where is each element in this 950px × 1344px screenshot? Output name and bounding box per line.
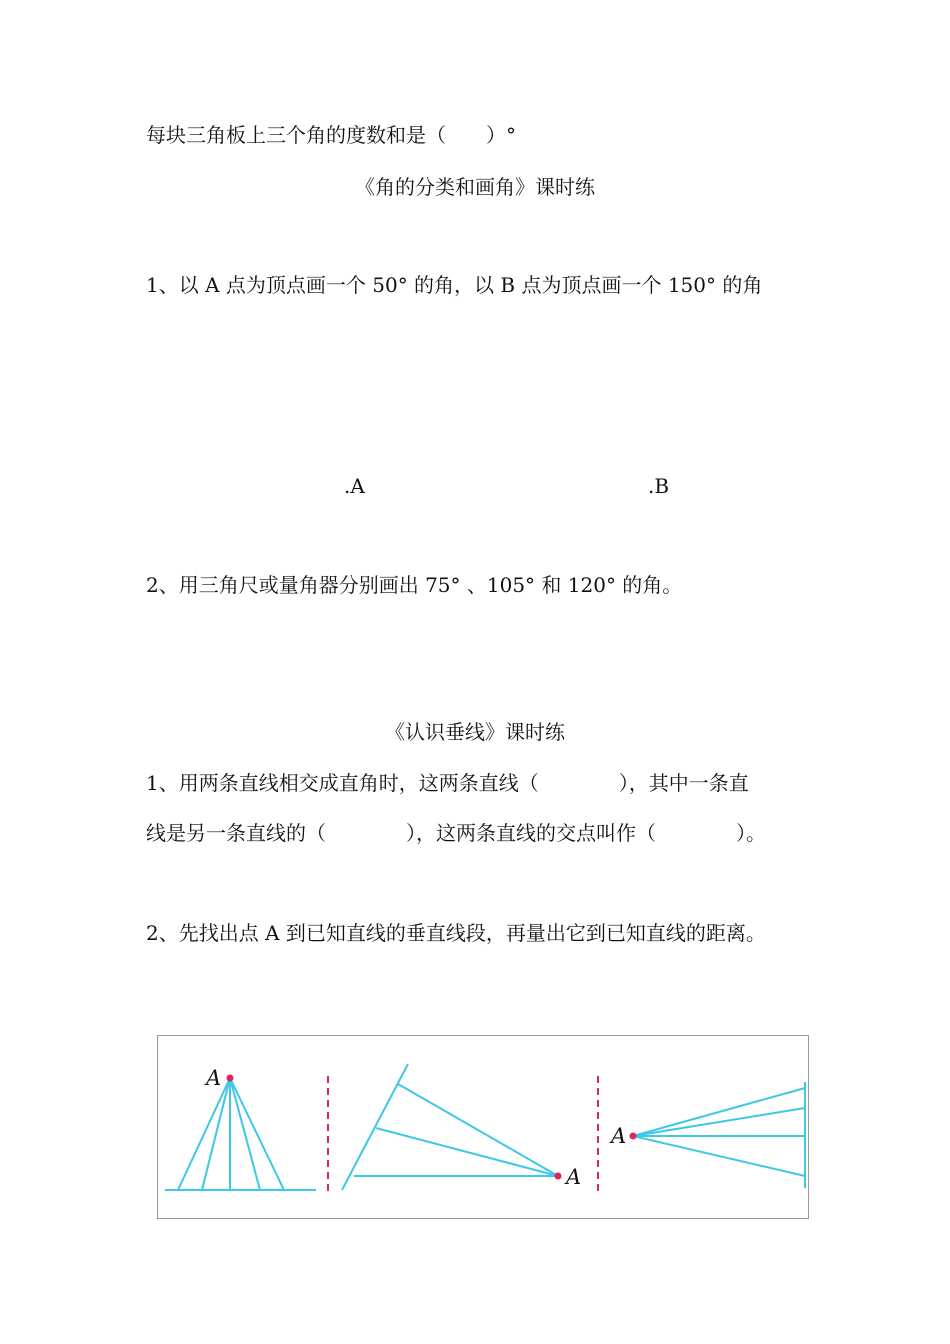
panel1-ray — [230, 1078, 284, 1190]
figure-svg — [158, 1036, 810, 1220]
section1-question2: 2、用三角尺或量角器分别画出 75° 、105° 和 120° 的角。 — [146, 573, 683, 597]
panel1-ray — [230, 1078, 260, 1190]
panel1-ray — [178, 1078, 230, 1190]
panel2-point-a — [555, 1173, 562, 1180]
point-a-label: .A — [344, 474, 365, 498]
panel2-ray — [398, 1084, 558, 1176]
section2-question2: 2、先找出点 A 到已知直线的垂直线段，再量出它到已知直线的距离。 — [146, 921, 766, 945]
panel1-label: A — [206, 1066, 222, 1090]
panel3-label: A — [611, 1124, 627, 1148]
section1-title: 《角的分类和画角》课时练 — [355, 175, 595, 199]
section1-question1: 1、以 A 点为顶点画一个 50° 的角，以 B 点为顶点画一个 150° 的角 — [146, 273, 763, 297]
point-b-label: .B — [648, 474, 670, 498]
panel1-diagram — [165, 1078, 316, 1190]
panel3-point-a — [630, 1133, 637, 1140]
panel1-point-a — [227, 1075, 234, 1082]
perpendicular-figure — [157, 1035, 809, 1219]
section2-title: 《认识垂线》课时练 — [385, 720, 565, 744]
panel2-label: A — [566, 1165, 582, 1189]
panel2-slanted-line — [342, 1064, 408, 1190]
panel1-ray — [202, 1078, 230, 1190]
section2-question1-line2: 线是另一条直线的（ ），这两条直线的交点叫作（ ）。 — [146, 821, 766, 845]
panel3-ray — [633, 1136, 805, 1176]
panel3-diagram — [633, 1082, 805, 1188]
panel2-ray — [376, 1128, 558, 1176]
section2-question1-line1: 1、用两条直线相交成直角时，这两条直线（ ），其中一条直 — [146, 771, 749, 795]
panel2-diagram — [342, 1064, 558, 1190]
intro-text: 每块三角板上三个角的度数和是（ ）° — [146, 123, 516, 147]
